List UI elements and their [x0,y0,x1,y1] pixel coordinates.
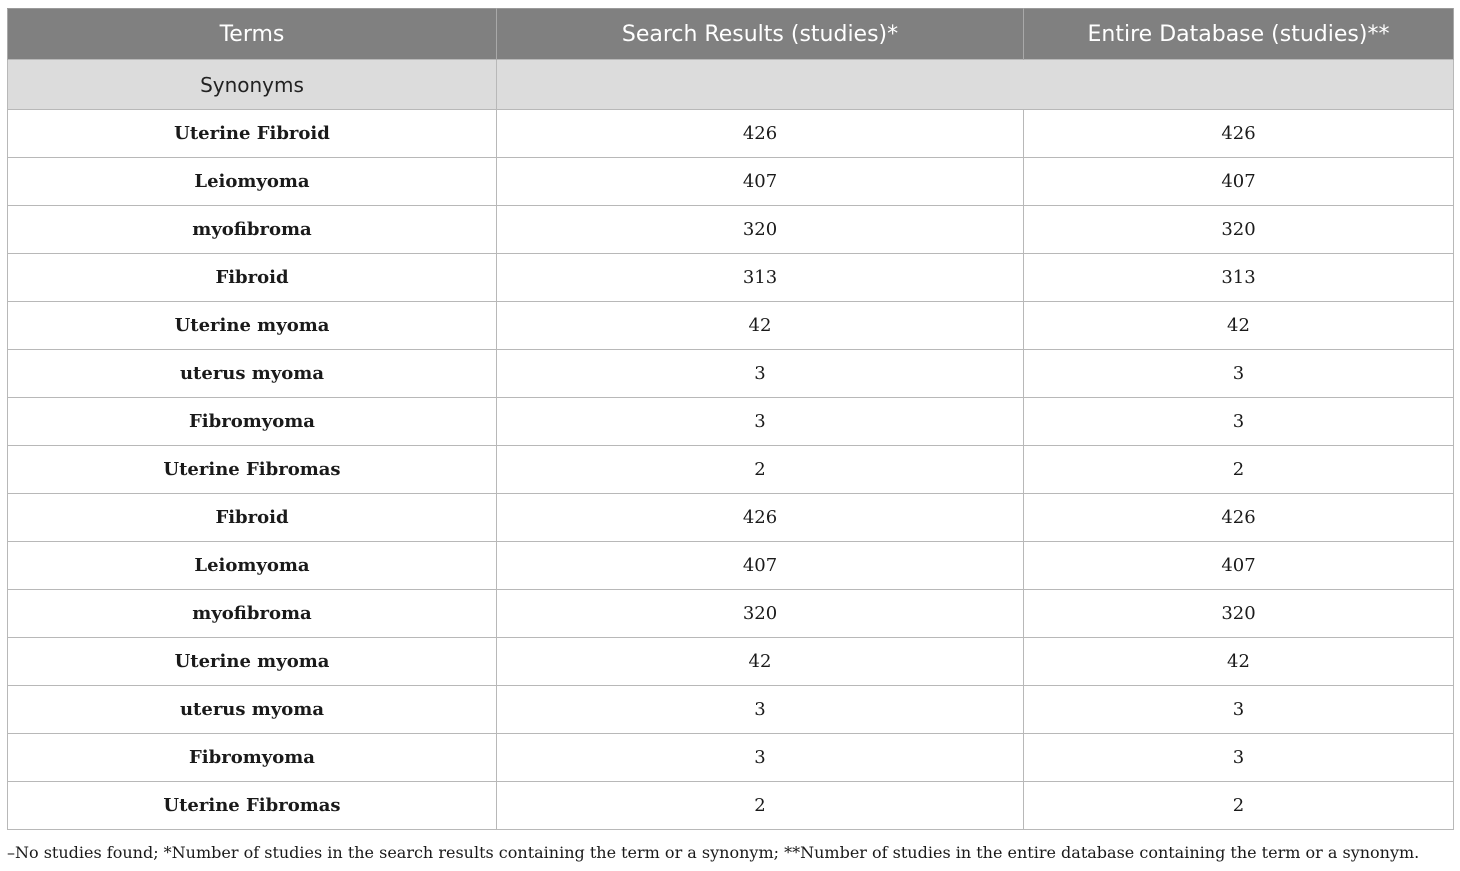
term-cell: Uterine myoma [8,302,497,350]
synonyms-table-container [7,8,1453,830]
entire-database-cell: 320 [1024,206,1454,254]
table-row [8,398,1454,446]
term-cell: uterus myoma [8,350,497,398]
entire-database-cell: 426 [1024,494,1454,542]
table-row [8,446,1454,494]
section-row-synonyms [8,60,1454,110]
table-row [8,110,1454,158]
entire-database-cell: 3 [1024,686,1454,734]
term-cell: myofibroma [8,206,497,254]
search-results-cell: 407 [497,158,1024,206]
search-results-cell: 3 [497,398,1024,446]
table-footnote: –No studies found; *Number of studies in the search results containing the term or a synonym; **Number of studies in the entire database containing the term or a synonym. [7,843,1420,862]
table-body [8,60,1454,830]
entire-database-cell: 2 [1024,446,1454,494]
entire-database-cell: 42 [1024,638,1454,686]
search-results-cell: 426 [497,110,1024,158]
table-row [8,350,1454,398]
term-cell: Fibroid [8,254,497,302]
term-cell: Fibroid [8,494,497,542]
entire-database-cell: 320 [1024,590,1454,638]
header-row [8,9,1454,60]
table-header [8,9,1454,60]
header-search-results: Search Results (studies)* [497,9,1024,60]
entire-database-cell: 3 [1024,398,1454,446]
entire-database-cell: 3 [1024,734,1454,782]
term-cell: Uterine Fibroid [8,110,497,158]
term-cell: Uterine Fibromas [8,782,497,830]
search-results-cell: 426 [497,494,1024,542]
search-results-cell: 42 [497,302,1024,350]
term-cell: Leiomyoma [8,542,497,590]
entire-database-cell: 407 [1024,542,1454,590]
term-cell: myofibroma [8,590,497,638]
term-cell: Fibromyoma [8,398,497,446]
table-row [8,638,1454,686]
header-entire-database: Entire Database (studies)** [1024,9,1454,60]
table-row [8,542,1454,590]
section-label: Synonyms [8,60,497,110]
table-row [8,254,1454,302]
table-row [8,782,1454,830]
term-cell: uterus myoma [8,686,497,734]
table-row [8,590,1454,638]
search-results-cell: 3 [497,686,1024,734]
search-results-cell: 3 [497,734,1024,782]
entire-database-cell: 42 [1024,302,1454,350]
table-row [8,734,1454,782]
term-cell: Uterine Fibromas [8,446,497,494]
search-results-cell: 320 [497,206,1024,254]
entire-database-cell: 313 [1024,254,1454,302]
search-results-cell: 3 [497,350,1024,398]
section-filler [497,60,1454,110]
term-cell: Uterine myoma [8,638,497,686]
synonyms-table [7,8,1454,830]
entire-database-cell: 426 [1024,110,1454,158]
header-terms: Terms [8,9,497,60]
entire-database-cell: 2 [1024,782,1454,830]
search-results-cell: 313 [497,254,1024,302]
entire-database-cell: 407 [1024,158,1454,206]
search-results-cell: 42 [497,638,1024,686]
entire-database-cell: 3 [1024,350,1454,398]
search-results-cell: 407 [497,542,1024,590]
search-results-cell: 2 [497,446,1024,494]
table-row [8,206,1454,254]
term-cell: Leiomyoma [8,158,497,206]
table-row [8,494,1454,542]
table-row [8,158,1454,206]
search-results-cell: 2 [497,782,1024,830]
search-results-cell: 320 [497,590,1024,638]
table-row [8,302,1454,350]
table-row [8,686,1454,734]
term-cell: Fibromyoma [8,734,497,782]
